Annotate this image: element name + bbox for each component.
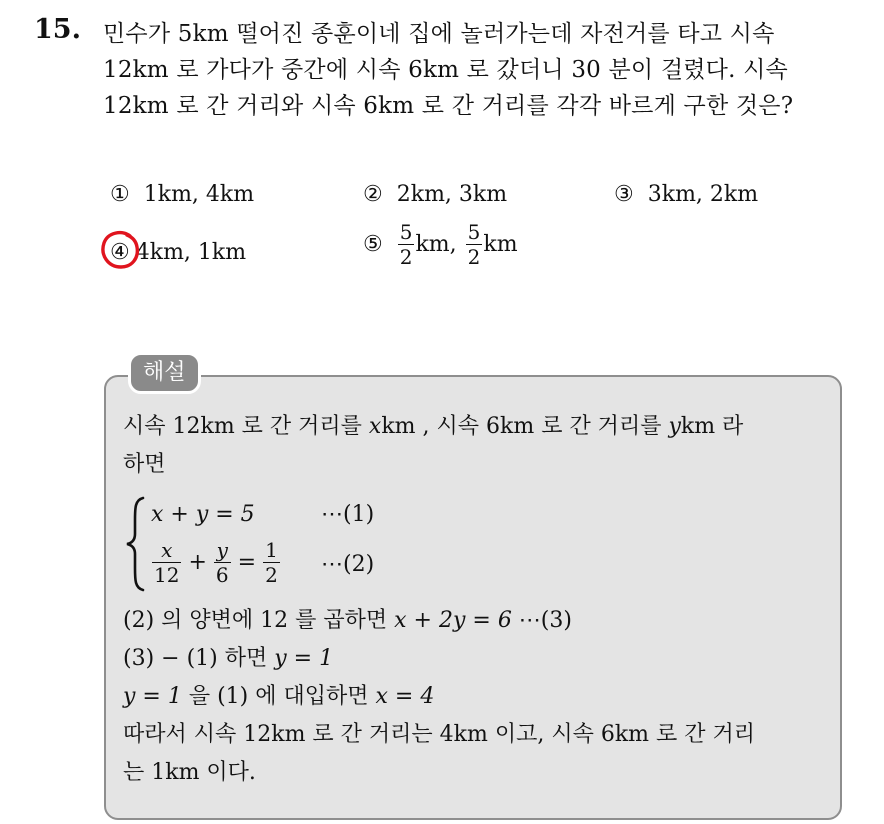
choice-5[interactable] (363, 222, 518, 267)
solution-line: 시속 12km 로 간 거리를 xkm , 시속 6km 로 간 거리를 ykm 라 (123, 414, 744, 439)
choice-1[interactable] (110, 182, 254, 207)
solution-line: 는 1km 이다. (123, 760, 256, 785)
question-line: 12km 로 간 거리와 시속 6km 로 간 거리를 각각 바르게 구한 것은? (103, 93, 794, 119)
choice-unit: km, (415, 232, 457, 257)
solution-line: (3) − (1) 하면 y = 1 (123, 646, 334, 671)
choice-mark: ② (363, 182, 383, 207)
choice-mark: ④ (110, 240, 130, 265)
solution-line: 하면 (123, 452, 166, 477)
question-text (103, 16, 863, 124)
solution-line: (2) 의 양변에 12 를 곱하면 x + 2y = 6 ⋯(3) (123, 608, 572, 633)
choice-mark: ③ (614, 182, 634, 207)
choice-2[interactable] (363, 182, 507, 207)
choice-text: 4km, 1km (135, 240, 247, 265)
fraction: $\frac{5}{2}$ (399, 220, 413, 269)
solution-line: 따라서 시속 12km 로 간 거리는 4km 이고, 시속 6km 로 간 거리 (123, 722, 756, 747)
choice-mark: ① (110, 182, 130, 207)
solution-text-continued (123, 602, 833, 792)
equation-1-tag: ⋯(1) (321, 502, 375, 527)
choice-mark: ⑤ (363, 232, 383, 257)
solution-text (123, 408, 833, 484)
solution-tag: 해설 (128, 352, 201, 394)
question-number: 15. (34, 14, 81, 45)
choice-unit: km (483, 232, 518, 257)
equation-system (125, 496, 425, 596)
question-line: 민수가 5km 떨어진 종훈이네 집에 놀러가는데 자전거를 타고 시속 (103, 21, 775, 47)
equation-1: x + y = 5 (151, 502, 255, 527)
question-line: 12km 로 가다가 중간에 시속 6km 로 갔더니 30 분이 걸렸다. 시속 (103, 57, 788, 83)
equation-2-tag: ⋯(2) (321, 552, 375, 577)
solution-line: y = 1 을 (1) 에 대입하면 x = 4 (123, 684, 435, 709)
choice-3[interactable] (614, 182, 758, 207)
choice-text: 1km, 4km (143, 182, 255, 207)
answer-circle-mark (100, 229, 142, 271)
fraction: $\frac{5}{2}$ (467, 220, 481, 269)
left-brace-icon (125, 496, 147, 592)
equation-2: $\frac{x}{12}$ + $\frac{y}{6}$ = $\frac{1}{2}$ (154, 538, 278, 587)
choice-text: 2km, 3km (396, 182, 508, 207)
choice-text: 3km, 2km (647, 182, 759, 207)
